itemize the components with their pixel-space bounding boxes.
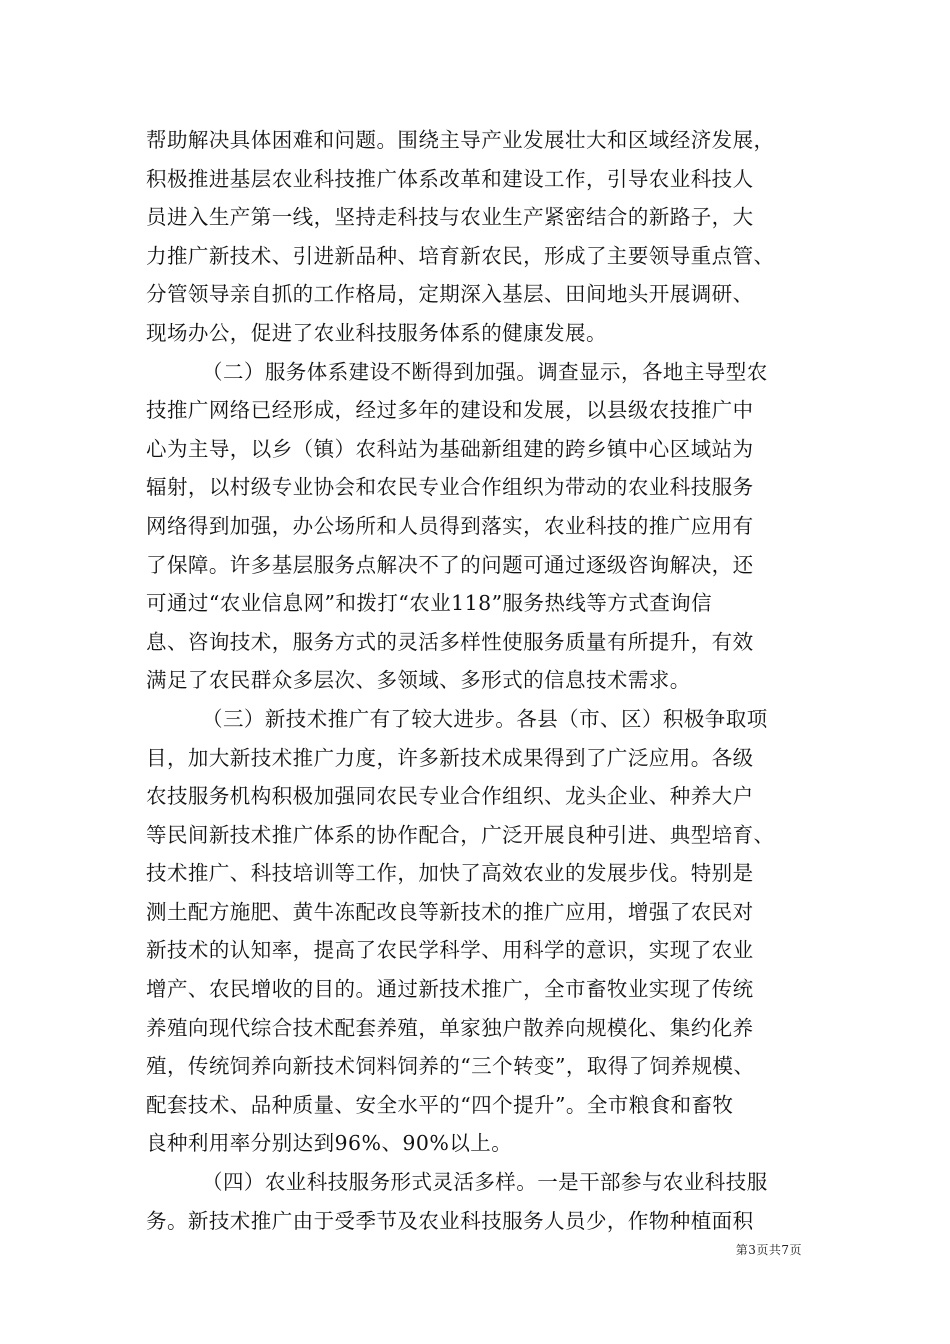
text-line: 新技术的认知率，提高了农民学科学、用科学的意识，实现了农业: [146, 938, 754, 963]
text-line: 网络得到加强，办公场所和人员得到落实，农业科技的推广应用有: [146, 513, 754, 538]
text-line: 测土配方施肥、黄牛冻配改良等新技术的推广应用，增强了农民对: [146, 899, 754, 924]
paragraph-first-line: （四）农业科技服务形式灵活多样。一是干部参与农业科技服: [202, 1170, 768, 1195]
paragraph-first-line: （二）服务体系建设不断得到加强。调查显示，各地主导型农: [202, 359, 768, 384]
paragraph-first-line: （三）新技术推广有了较大进步。各县（市、区）积极争取项: [202, 706, 768, 731]
text-line: 满足了农民群众多层次、多领域、多形式的信息技术需求。: [146, 668, 691, 693]
text-line: 辐射，以村级专业协会和农民专业合作组织为带动的农业科技服务: [146, 475, 754, 500]
text-line: 可通过“农业信息网”和拨打“农业118”服务热线等方式查询信: [146, 591, 713, 616]
text-line: 增产、农民增收的目的。通过新技术推广，全市畜牧业实现了传统: [146, 977, 754, 1002]
text-line: 分管领导亲自抓的工作格局，定期深入基层、田间地头开展调研、: [146, 282, 754, 307]
text-line: 技术推广、科技培训等工作，加快了高效农业的发展步伐。特别是: [146, 861, 754, 886]
text-line: 息、咨询技术，服务方式的灵活多样性使服务质量有所提升，有效: [146, 629, 754, 654]
text-line: 心为主导，以乡（镇）农科站为基础新组建的跨乡镇中心区域站为: [146, 436, 754, 461]
text-line: 员进入生产第一线，坚持走科技与农业生产紧密结合的新路子，大: [146, 205, 754, 230]
text-line: 力推广新技术、引进新品种、培育新农民，形成了主要领导重点管、: [146, 243, 775, 268]
text-line: 了保障。许多基层服务点解决不了的问题可通过逐级咨询解决，还: [146, 552, 754, 577]
page-number: 第3页共7页: [735, 1243, 802, 1257]
text-line: 务。新技术推广由于受季节及农业科技服务人员少，作物种植面积: [146, 1208, 754, 1233]
text-line: 殖，传统饲养向新技术饲料饲养的“三个转变”，取得了饲养规模、: [146, 1054, 755, 1079]
text-line: 等民间新技术推广体系的协作配合，广泛开展良种引进、典型培育、: [146, 822, 775, 847]
text-line: 目，加大新技术推广力度，许多新技术成果得到了广泛应用。各级: [146, 745, 754, 770]
text-line: 配套技术、品种质量、安全水平的“四个提升”。全市粮食和畜牧: [146, 1092, 734, 1117]
body-text: [146, 121, 810, 1240]
text-line: 养殖向现代综合技术配套养殖，单家独户散养向规模化、集约化养: [146, 1015, 754, 1040]
text-line: 现场办公，促进了农业科技服务体系的健康发展。: [146, 320, 607, 345]
text-line: 农技服务机构积极加强同农民专业合作组织、龙头企业、种养大户: [146, 784, 754, 809]
text-line: 积极推进基层农业科技推广体系改革和建设工作，引导农业科技人: [146, 166, 754, 191]
text-line: 技推广网络已经形成，经过多年的建设和发展，以县级农技推广中: [146, 398, 754, 423]
text-line: 帮助解决具体困难和问题。围绕主导产业发展壮大和区域经济发展，: [146, 128, 775, 152]
text-line: 良种利用率分别达到96%、90%以上。: [146, 1131, 513, 1156]
